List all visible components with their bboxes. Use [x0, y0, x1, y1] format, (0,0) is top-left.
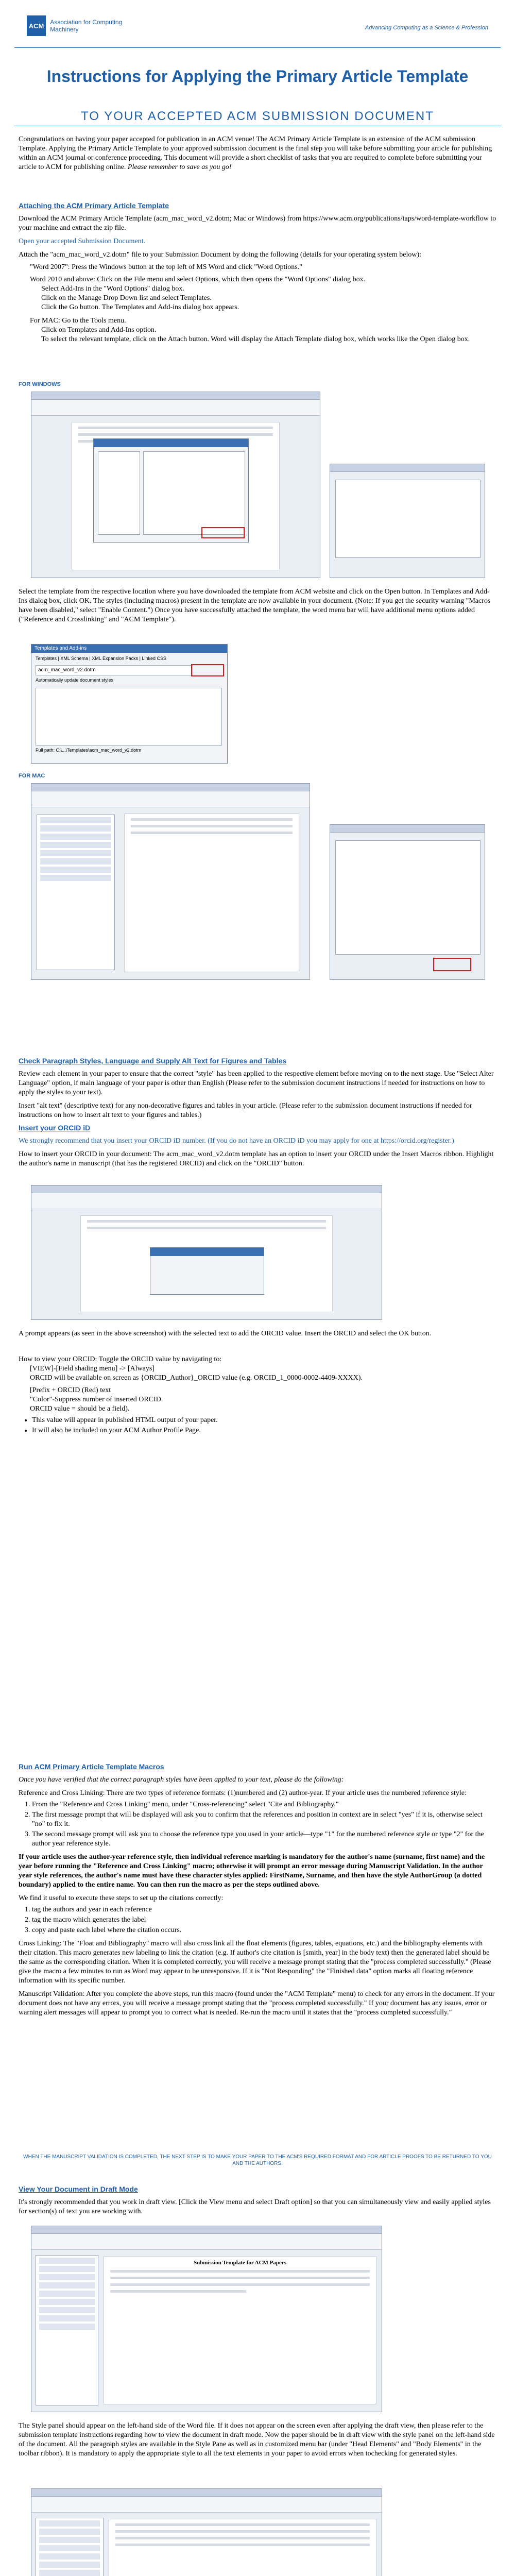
- templates-dialog-tabs[interactable]: Templates | XML Schema | XML Expansion Packs | Linked CSS: [36, 656, 166, 661]
- orcid-step-1: How to insert your ORCID in your document: The acm_mac_word_v2.dotm template has an option to insert your ORCID under the Insert Macros ribbon. Highlight the author's name in manuscript (that has the registered ORCID) and click on the "ORCID" button.: [19, 1150, 494, 1167]
- macro-para-1: If your article uses the author-year reference style, then individual reference marking is mandatory for the author's name (surname, first name) and the year before running the "Reference and Cross Linking" macro; otherwise it will prompt an error message during Manuscript Validation. In the author year style references, the author's name must have these character styles applied: FirstName, Surname, and then have the style AuthorGroup (a dotted boundary) applied to the entire name. You can then run the macro as per the steps outlined above.: [19, 1853, 485, 1889]
- acm-logo: [27, 11, 145, 40]
- macro-step-1: Reference and Cross Linking: There are two types of reference formats: (1)numbered and (2) author-year. If your article uses the numbered reference style:: [19, 1789, 467, 1797]
- macro-intro: Once you have verified that the correct paragraph styles have been applied to your text, please do the following:: [19, 1776, 344, 1784]
- macro-s-1: 1. tag the authors and year in each reference: [32, 1905, 496, 1914]
- macro-section: [19, 1762, 496, 2018]
- orcid-view-c2: "Color"-Suppress number of inserted ORCID.: [30, 1396, 163, 1403]
- highlight-attach-button: [191, 664, 224, 676]
- draft-ribbon: [31, 2234, 382, 2250]
- orcid-heading: Insert your ORCID iD: [19, 1124, 91, 1132]
- mac-ribbon: [31, 791, 310, 807]
- draft-doc-title: Submission Template for ACM Papers: [193, 2260, 287, 2266]
- auto-update-checkbox[interactable]: Automatically update document styles: [36, 677, 114, 683]
- windows-paragraph: Select the template from the respective location where you have downloaded the template from ACM website and click on the Open button. In Templates and Add-Ins dialog box, click OK. The styles (including macros) present in the template are now available in your document. (Note: If you get the security warning "Macros have been disabled," select "Enable Content.") Once you have successfully attached the template, the word menu bar will have additional menu options added ("Reference and Crosslinking" and "ACM Template").: [19, 588, 491, 623]
- styles-titlebar: [31, 2489, 382, 2497]
- macro-para-2: We find it useful to execute these steps to set up the citations correctly:: [19, 1894, 224, 1902]
- attach-sub-2: Click on the Manage Drop Down list and select Templates.: [41, 294, 212, 302]
- mac-document: [124, 814, 299, 972]
- macro-heading: Run ACM Primary Article Template Macros: [19, 1762, 164, 1771]
- macro-step-3: Manuscript Validation: After you complete the above steps, run this macro (found under the "ACM Template" menu) to check for any errors in the document. If your document does not have any errors, you will receive a message prompt stating that the "process completed successfully." If your document has any issues, error or warning alert messages will appear to prompt you to correct what is needed. Re-run the macro until it states that the "process completed successfully.": [19, 1990, 495, 2016]
- draft-document: [104, 2256, 376, 2404]
- attach-step-3: Attach the "acm_mac_word_v2.dotm" file to your Submission Document by doing the following (details for your operating system below):: [19, 251, 422, 259]
- orcid-view-c1: [Prefix + ORCID (Red) text: [30, 1386, 111, 1394]
- check-section: [19, 1056, 496, 1120]
- macro-s-2: 2. tag the macro which generates the label: [32, 1916, 496, 1925]
- orcid-intro: We strongly recommend that you insert your ORCID iD number. (If you do not have an ORCID iD you may apply for one at https://orcid.org/register.): [19, 1137, 454, 1145]
- page-subtitle: TO YOUR ACCEPTED ACM SUBMISSION DOCUMENT: [81, 109, 434, 123]
- orcid-caption: A prompt appears (as seen in the above screenshot) with the selected text to add the ORCID value. Insert the ORCID and select the OK button.: [19, 1330, 432, 1337]
- draft-heading: View Your Document in Draft Mode: [19, 2185, 138, 2193]
- attach-step-2: Open your accepted Submission Document.: [19, 238, 146, 245]
- validation-notice: WHEN THE MANUSCRIPT VALIDATION IS COMPLETED, THE NEXT STEP IS TO MAKE YOUR PAPER TO THE ACM'S REQUIRED FORMAT AND FOR ARTICLE PROOFS TO BE RETURNED TO YOU AND THE AUTHORS.: [23, 2154, 492, 2166]
- orcid-prompt: [150, 1247, 264, 1295]
- macro-ol-2: 2. The first message prompt that will be displayed will ask you to confirm that the references and position in context are in select "yes" if it is, otherwise select "no" to fix it.: [32, 1810, 496, 1829]
- orcid-step-2: How to view your ORCID: Toggle the ORCID value by navigating to:: [19, 1355, 222, 1363]
- intro-note: Please remember to save as you go!: [127, 163, 232, 171]
- mac-titlebar: [31, 784, 310, 791]
- templates-addins-dialog: [31, 644, 228, 764]
- check-step-1: Review each element in your paper to ensure that the correct "style" has been applied to the respective element before moving on to the next stage. Use "Select Alter Language" option, if main language of your paper is other than English (Please refer to the submission document instructions if needed for instructions on how to apply the styles to your text).: [19, 1070, 494, 1096]
- macro-ol-3: 3. The second message prompt will ask you to choose the reference type you used in your article—type "1" for the numbered reference style or type "2" for the author year reference style.: [32, 1830, 496, 1849]
- templates-dialog-thumb: [330, 464, 485, 578]
- draft-view-screenshot: [31, 2226, 382, 2412]
- orcid-ribbon-screenshot: [31, 1185, 382, 1320]
- check-step-2: Insert "alt text" (descriptive text) for any non-decorative figures and tables in your article. (Please refer to the submission document instructions if needed for instructions on how to insert alt text to your figures and tables.): [19, 1102, 472, 1119]
- addins-list: [143, 451, 245, 535]
- mac-dialog-list: [335, 840, 480, 955]
- mac-label: FOR MAC: [19, 773, 45, 779]
- draft-step-1: It's strongly recommended that you work in draft view. [Click the View menu and select Draft option] so that you can simultaneously view and easily applied styles for section(s) of text you are working with.: [19, 2198, 491, 2215]
- attach-step-1: Download the ACM Primary Article Template (acm_mac_word_v2.dotm; Mac or Windows) from https://www.acm.org/publications/taps/word-template-workflow to your machine and extract the zip file.: [19, 215, 496, 232]
- thumb-list: [335, 480, 480, 558]
- template-path-field[interactable]: acm_mac_word_v2.dotm: [36, 665, 193, 675]
- styles-pane: [36, 2518, 104, 2576]
- intro-text: Congratulations on having your paper accepted for publication in an ACM venue! The ACM Primary Article Template is an extension of the ACM submission Template. Applying the Primary Article Template to your approved submission document is the final step you will take before submitting your article for publishing within an ACM journal or conference proceeding. This document will provide a short checklist of tasks that you are required to complete before submitting your article to ACM for publishing online.: [19, 135, 492, 171]
- styles-screenshot: [31, 2488, 382, 2576]
- page-title: Instructions for Applying the Primary Article Template: [46, 67, 469, 86]
- attach-mac-2: To select the relevant template, click on the Attach button. Word will display the Attach Template dialog box, which works like the Open dialog box.: [41, 335, 470, 343]
- ribbon: [31, 400, 320, 416]
- orcid-view-a: [VIEW]-[Field shading menu] -> [Always]: [30, 1365, 154, 1372]
- windows-word-screenshot: [31, 392, 320, 578]
- acm-logo-text: Association for Computing Machinery: [50, 19, 123, 33]
- draft-section: [19, 2184, 496, 2216]
- macro-s-3: 3. copy and paste each label where the citation occurs.: [32, 1926, 496, 1935]
- global-templates-list[interactable]: [36, 688, 222, 745]
- options-sidebar: [98, 451, 140, 535]
- windows-label: FOR WINDOWS: [19, 381, 61, 387]
- window-titlebar: [31, 392, 320, 400]
- styles-ribbon: [31, 2497, 382, 2513]
- attach-sub-1: Select Add-Ins in the "Word Options" dialog box.: [41, 285, 184, 293]
- intro: [19, 135, 496, 172]
- draft-paragraph: The Style panel should appear on the left-hand side of the Word file. If it does not appear on the screen even after applying the draft view, then please refer to the submission template instructions regarding how to view the document in draft mode. Now the paper should be in draft view with the style panel on the left-hand side of the document. All the paragraph styles are available in the Style Pane as well as in customized menu bar (under "Head Elements" and "Body Elements" in the toolbar ribbon). It is mandatory to apply the appropriate style to all the text elements in your paper to avoid errors when tochecking for generated styles.: [19, 2422, 495, 2458]
- mac-dialog-titlebar: [330, 825, 485, 833]
- orcid-view-c3: ORCID value = should be a field).: [30, 1405, 130, 1413]
- attach-section: [19, 201, 496, 344]
- header-tagline: Advancing Computing as a Science & Profession: [365, 25, 488, 31]
- macro-step-2: Cross Linking: The "Float and Bibliography" macro will also cross link all the float elements (figures, tables, equations, etc.) and the bibliography elements with their citation. This macro generates new labeling to link the citation (e.g. If author's cite citation is [smith, year] in the body text) then the generated label should be the same as the corresponding citation. When it is completed correctly, you will receive a message prompt stating that the "process completed successfully." (Please give the macro a few minutes to run as Word may appear to be unresponsive. If it is "Not Responding" the "Finished data" option marks all floating reference information with its specific number.: [19, 1940, 491, 1985]
- attach-word2007: "Word 2007": Press the Windows button at the top left of MS Word and click "Word Options.": [30, 263, 302, 271]
- header-rule: [14, 47, 501, 48]
- mac-templates-dialog: [330, 824, 485, 980]
- highlight-mac-attach: [433, 958, 471, 971]
- style-pane: [36, 2255, 98, 2405]
- attach-word2010: Word 2010 and above: Click on the File menu and select Options, which then opens the "Word Options" dialog box.: [30, 276, 366, 283]
- orcid-titlebar: [31, 1185, 382, 1193]
- orcid-prompt-titlebar: [150, 1248, 264, 1256]
- dialog-titlebar: [94, 439, 248, 447]
- orcid-ribbon: [31, 1193, 382, 1209]
- orcid-view-b: ORCID will be available on screen as {ORCID_Author}_ORCID value (e.g. ORCID_1_0000-0002-4409-XXXX).: [30, 1374, 363, 1382]
- attach-mac-1: Click on Templates and Add-Ins option.: [41, 326, 157, 334]
- orcid-view: [19, 1355, 496, 1437]
- attach-sub-3: Click the Go button. The Templates and Add-ins dialog box appears.: [41, 303, 239, 311]
- highlight-go-button: [201, 527, 245, 538]
- check-heading: Check Paragraph Styles, Language and Supply Alt Text for Figures and Tables: [19, 1057, 287, 1065]
- acm-logo-mark: ACM: [27, 15, 46, 36]
- attach-mac-heading: For MAC: Go to the Tools menu.: [30, 317, 126, 325]
- templates-dialog-title: Templates and Add-ins: [35, 646, 87, 651]
- orcid-bullet-2: • It will also be included on your ACM Author Profile Page.: [32, 1426, 496, 1435]
- mac-tools-menu: [37, 815, 115, 970]
- attach-heading: Attaching the ACM Primary Article Template: [19, 201, 169, 210]
- templates-full-path: Full path: C:\...\Templates\acm_mac_word_v2.dotm: [36, 748, 142, 753]
- orcid-bullet-1: • This value will appear in published HTML output of your paper.: [32, 1416, 496, 1425]
- draft-titlebar: [31, 2226, 382, 2234]
- mac-word-screenshot: [31, 783, 310, 980]
- thumb-titlebar: [330, 464, 485, 472]
- styles-document: [109, 2519, 376, 2576]
- orcid-section: [19, 1123, 496, 1168]
- macro-ol-1: 1. From the "Reference and Cross Linking" menu, under "Cross-referencing" select "Cite and Bibliography.": [32, 1800, 496, 1809]
